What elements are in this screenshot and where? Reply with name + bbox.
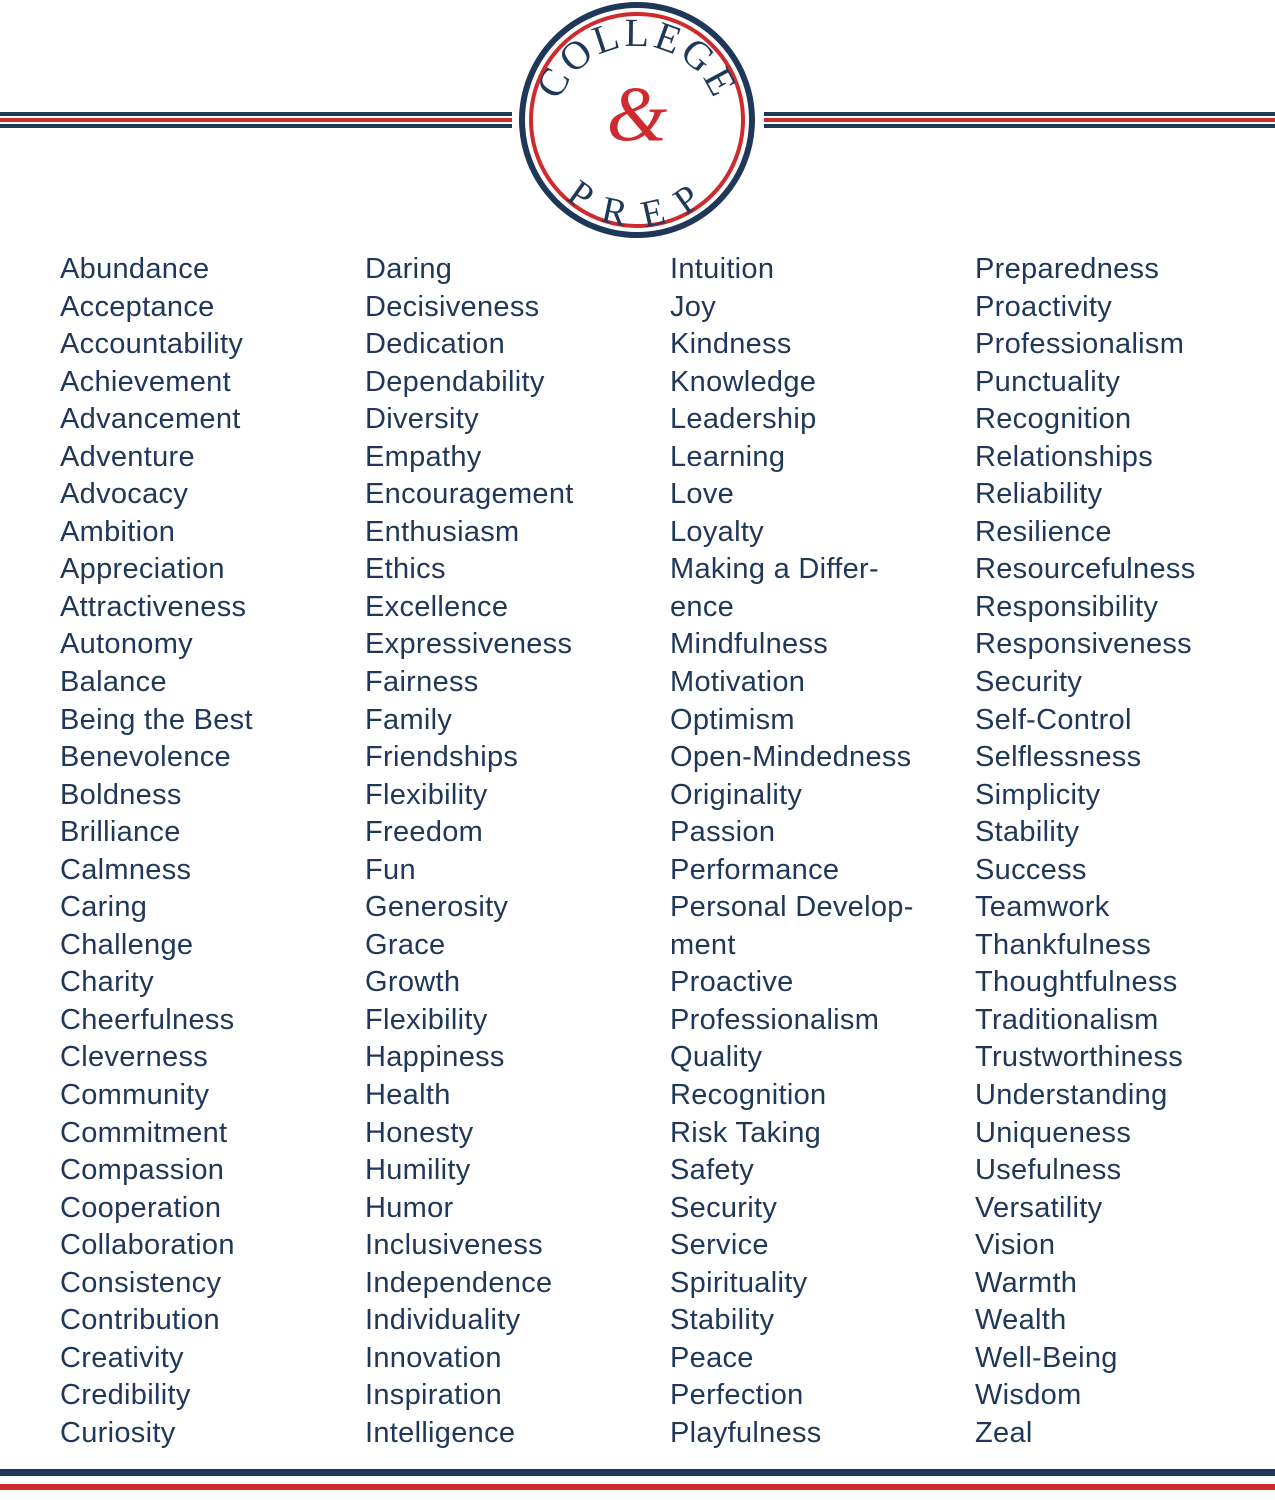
value-word: Traditionalism bbox=[975, 1003, 1159, 1036]
value-word: Motivation bbox=[670, 666, 806, 699]
value-word: Originality bbox=[670, 778, 803, 811]
value-word: Commitment bbox=[60, 1116, 228, 1149]
value-word: Grace bbox=[365, 928, 446, 961]
value-word: Intelligence bbox=[365, 1416, 516, 1449]
value-word: Usefulness bbox=[975, 1154, 1122, 1187]
value-word: Cooperation bbox=[60, 1191, 222, 1224]
value-word: Independence bbox=[365, 1266, 553, 1299]
value-word: ment bbox=[670, 928, 736, 961]
value-word: Responsiveness bbox=[975, 628, 1192, 661]
value-word: Passion bbox=[670, 816, 776, 849]
values-column-2 bbox=[365, 249, 574, 1451]
value-word: Spirituality bbox=[670, 1266, 808, 1299]
value-word: Compassion bbox=[60, 1154, 225, 1187]
value-word: Calmness bbox=[60, 853, 192, 886]
bottom-stripes bbox=[0, 1469, 1275, 1499]
value-word: Decisiveness bbox=[365, 290, 540, 323]
value-word: Collaboration bbox=[60, 1229, 235, 1262]
value-word: Fairness bbox=[365, 666, 479, 699]
value-word: Playfulness bbox=[670, 1416, 822, 1449]
value-word: Security bbox=[670, 1191, 778, 1224]
value-word: Optimism bbox=[670, 703, 795, 736]
value-word: Credibility bbox=[60, 1379, 191, 1412]
value-word: Preparedness bbox=[975, 253, 1160, 285]
value-word: Simplicity bbox=[975, 778, 1101, 811]
value-word: Knowledge bbox=[670, 365, 817, 398]
value-word: Loyalty bbox=[670, 515, 764, 548]
value-word: Humility bbox=[365, 1154, 471, 1187]
value-word: ence bbox=[670, 590, 735, 623]
value-word: Self-Control bbox=[975, 703, 1132, 736]
value-word: Responsibility bbox=[975, 590, 1159, 623]
value-word: Wealth bbox=[975, 1304, 1067, 1337]
value-word: Diversity bbox=[365, 403, 479, 436]
value-word: Teamwork bbox=[975, 891, 1110, 924]
value-word: Autonomy bbox=[60, 628, 193, 661]
value-word: Risk Taking bbox=[670, 1116, 822, 1149]
value-word: Understanding bbox=[975, 1079, 1168, 1112]
value-word: Accountability bbox=[60, 328, 244, 361]
value-word: Cleverness bbox=[60, 1041, 209, 1074]
value-word: Zeal bbox=[975, 1416, 1033, 1449]
value-word: Punctuality bbox=[975, 365, 1121, 398]
value-word: Success bbox=[975, 853, 1087, 886]
value-word: Appreciation bbox=[60, 553, 225, 586]
value-word: Generosity bbox=[365, 891, 509, 924]
value-word: Vision bbox=[975, 1229, 1056, 1262]
value-word: Peace bbox=[670, 1341, 754, 1374]
value-word: Happiness bbox=[365, 1041, 505, 1074]
logo-seal bbox=[513, 0, 761, 244]
value-word: Friendships bbox=[365, 741, 519, 774]
value-word: Achievement bbox=[60, 365, 231, 398]
value-word: Perfection bbox=[670, 1379, 804, 1412]
value-word: Humor bbox=[365, 1191, 454, 1224]
value-word: Freedom bbox=[365, 816, 484, 849]
value-word: Personal Develop- bbox=[670, 891, 914, 924]
value-word: Inspiration bbox=[365, 1379, 503, 1412]
value-word: Open-Mindedness bbox=[670, 741, 912, 774]
value-word: Dependability bbox=[365, 365, 545, 398]
value-word: Safety bbox=[670, 1154, 755, 1187]
value-word: Attractiveness bbox=[60, 590, 247, 623]
values-column-4 bbox=[975, 249, 1196, 1451]
value-word: Empathy bbox=[365, 440, 482, 473]
value-word: Leadership bbox=[670, 403, 817, 436]
value-word: Creativity bbox=[60, 1341, 184, 1374]
value-word: Professionalism bbox=[670, 1003, 880, 1036]
values-column-1 bbox=[60, 249, 253, 1451]
top-stripes-right bbox=[764, 112, 1275, 134]
value-word: Dedication bbox=[365, 328, 506, 361]
value-word: Stability bbox=[670, 1304, 775, 1337]
value-word: Daring bbox=[365, 253, 453, 285]
value-word: Abundance bbox=[60, 253, 210, 285]
value-word: Ambition bbox=[60, 515, 176, 548]
logo-ampersand: & bbox=[606, 70, 668, 157]
value-word: Ethics bbox=[365, 553, 446, 586]
value-word: Flexibility bbox=[365, 778, 488, 811]
value-word: Proactive bbox=[670, 966, 794, 999]
value-word: Service bbox=[670, 1229, 769, 1262]
logo-text-top: COLLEGE bbox=[526, 9, 748, 106]
value-word: Curiosity bbox=[60, 1416, 176, 1449]
values-column-3 bbox=[670, 249, 914, 1451]
value-word: Trustworthiness bbox=[975, 1041, 1184, 1074]
value-word: Mindfulness bbox=[670, 628, 829, 661]
top-stripes-left bbox=[0, 112, 512, 134]
value-word: Community bbox=[60, 1079, 210, 1112]
value-word: Family bbox=[365, 703, 453, 736]
value-word: Kindness bbox=[670, 328, 792, 361]
value-word: Boldness bbox=[60, 778, 182, 811]
value-word: Balance bbox=[60, 666, 167, 699]
value-word: Recognition bbox=[670, 1079, 827, 1112]
value-word: Expressiveness bbox=[365, 628, 573, 661]
value-word: Consistency bbox=[60, 1266, 222, 1299]
value-word: Adventure bbox=[60, 440, 195, 473]
value-word: Stability bbox=[975, 816, 1080, 849]
value-word: Contribution bbox=[60, 1304, 220, 1337]
value-word: Security bbox=[975, 666, 1083, 699]
value-word: Acceptance bbox=[60, 290, 215, 323]
value-word: Versatility bbox=[975, 1191, 1103, 1224]
value-word: Health bbox=[365, 1079, 451, 1112]
value-word: Growth bbox=[365, 966, 461, 999]
value-word: Making a Differ- bbox=[670, 553, 879, 586]
value-word: Charity bbox=[60, 966, 154, 999]
value-word: Reliability bbox=[975, 478, 1103, 511]
value-word: Joy bbox=[670, 290, 717, 323]
value-word: Inclusiveness bbox=[365, 1229, 543, 1262]
value-word: Thankfulness bbox=[975, 928, 1152, 961]
value-word: Well-Being bbox=[975, 1341, 1118, 1374]
logo-text-bottom: PREP bbox=[559, 172, 715, 237]
value-word: Excellence bbox=[365, 590, 509, 623]
value-word: Love bbox=[670, 478, 735, 511]
value-word: Advancement bbox=[60, 403, 241, 436]
value-word: Flexibility bbox=[365, 1003, 488, 1036]
value-word: Benevolence bbox=[60, 741, 231, 774]
value-word: Advocacy bbox=[60, 478, 189, 511]
value-word: Selflessness bbox=[975, 741, 1142, 774]
value-word: Relationships bbox=[975, 440, 1153, 473]
value-word: Warmth bbox=[975, 1266, 1078, 1299]
value-word: Being the Best bbox=[60, 703, 253, 736]
value-word: Fun bbox=[365, 853, 416, 886]
value-word: Encouragement bbox=[365, 478, 574, 511]
value-word: Innovation bbox=[365, 1341, 502, 1374]
value-word: Cheerfulness bbox=[60, 1003, 235, 1036]
value-word: Resourcefulness bbox=[975, 553, 1196, 586]
value-word: Wisdom bbox=[975, 1379, 1082, 1412]
value-word: Learning bbox=[670, 440, 786, 473]
value-word: Proactivity bbox=[975, 290, 1113, 323]
value-word: Brilliance bbox=[60, 816, 181, 849]
value-word: Individuality bbox=[365, 1304, 521, 1337]
value-word: Resilience bbox=[975, 515, 1112, 548]
value-word: Recognition bbox=[975, 403, 1132, 436]
value-word: Thoughtfulness bbox=[975, 966, 1178, 999]
value-word: Honesty bbox=[365, 1116, 474, 1149]
value-word: Enthusiasm bbox=[365, 515, 520, 548]
value-word: Caring bbox=[60, 891, 148, 924]
value-word: Intuition bbox=[670, 253, 775, 285]
value-word: Uniqueness bbox=[975, 1116, 1132, 1149]
value-word: Performance bbox=[670, 853, 840, 886]
value-word: Challenge bbox=[60, 928, 194, 961]
college-prep-logo bbox=[513, 0, 761, 244]
value-word: Professionalism bbox=[975, 328, 1185, 361]
value-word: Quality bbox=[670, 1041, 763, 1074]
